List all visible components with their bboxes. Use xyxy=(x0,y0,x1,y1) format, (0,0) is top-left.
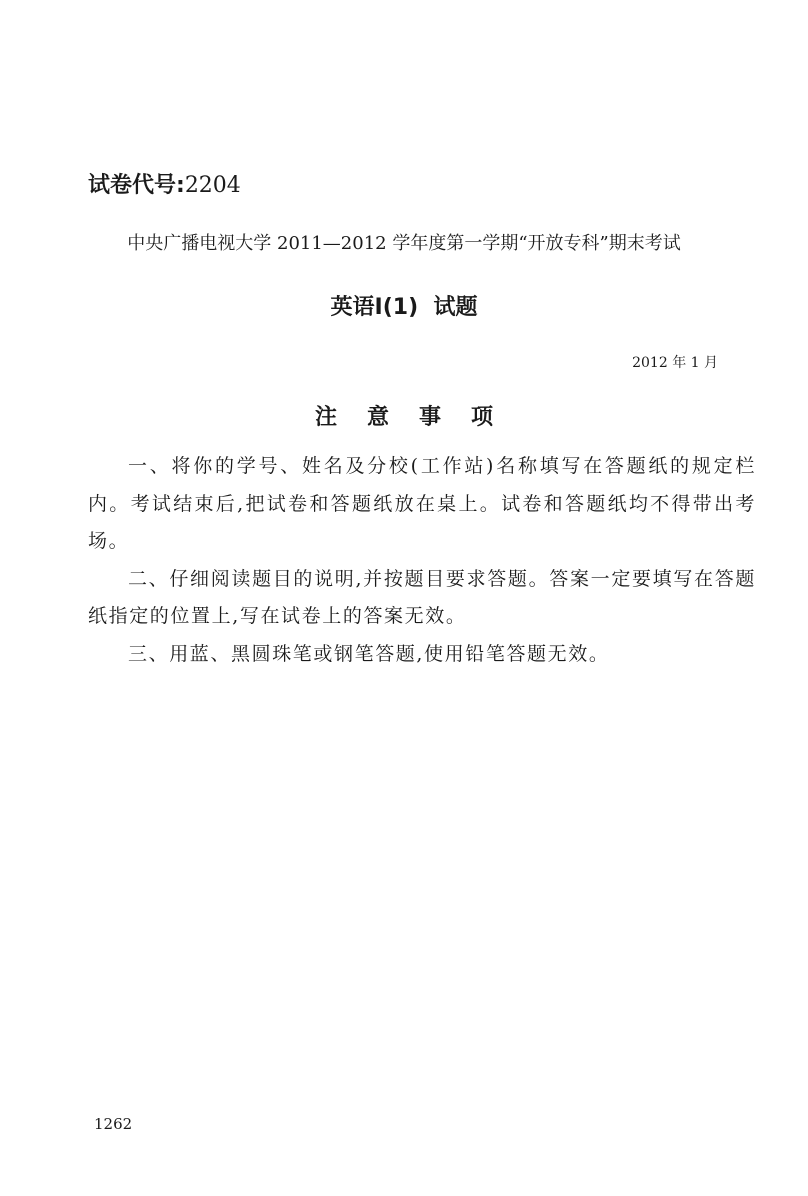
exam-title: 英语Ⅰ(1) 试题 xyxy=(330,295,478,320)
notice-body xyxy=(88,448,756,673)
notice-item-2: 二、仔细阅读题目的说明,并按题目要求答题。答案一定要填写在答题纸指定的位置上,写在试卷上的答案无效。 xyxy=(88,567,756,627)
paper-code-label: 试卷代号: xyxy=(88,173,185,198)
page-number: 1262 xyxy=(94,1115,133,1133)
paper-code-value: 2204 xyxy=(184,173,241,198)
notice-heading: 注意事项 xyxy=(314,405,523,430)
notice-item-3: 三、用蓝、黑圆珠笔或钢笔答题,使用铅笔答题无效。 xyxy=(128,642,610,665)
notice-item-1: 一、将你的学号、姓名及分校(工作站)名称填写在答题纸的规定栏内。考试结束后,把试卷和答题纸放在桌上。试卷和答题纸均不得带出考场。 xyxy=(88,455,756,552)
paper-code xyxy=(88,168,241,199)
exam-date: 2012 年 1 月 xyxy=(632,355,718,371)
institution-line: 中央广播电视大学 2011—2012 学年度第一学期“开放专科”期末考试 xyxy=(127,233,681,254)
